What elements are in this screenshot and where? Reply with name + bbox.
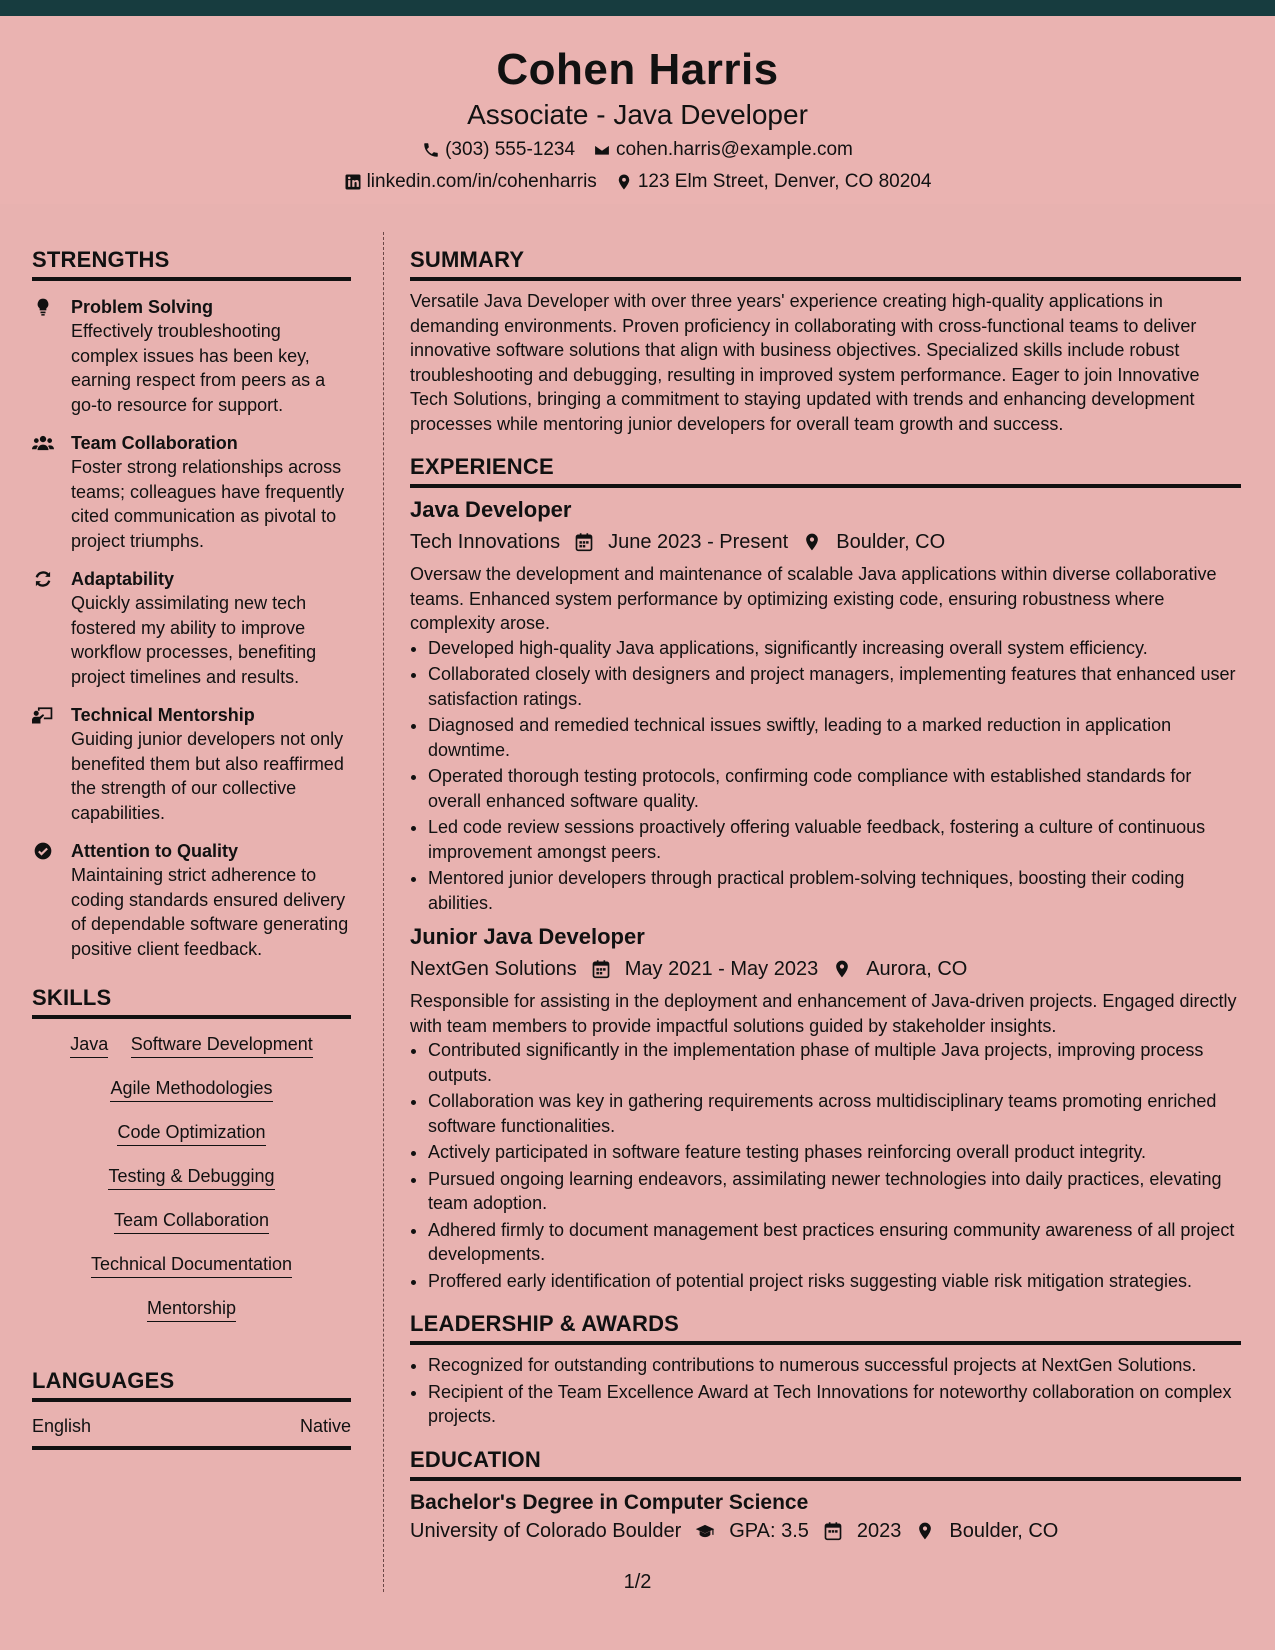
job-bullets (410, 636, 1241, 916)
map-pin-icon (802, 532, 822, 552)
skill-tag: Software Development (131, 1033, 313, 1058)
skill-tag: Mentorship (147, 1297, 236, 1322)
school-name: University of Colorado Boulder (410, 1519, 682, 1542)
leadership-bullet: • Recipient of the Team Excellence Award at Tech Innovations for noteworthy collaboration on complex projects. (428, 1380, 1241, 1429)
summary-heading: SUMMARY (410, 245, 1241, 281)
job-company: Tech Innovations (410, 531, 561, 553)
address-contact (615, 170, 932, 194)
calendar-icon (591, 959, 611, 979)
calendar-icon (574, 532, 594, 552)
strengths-heading: STRENGTHS (32, 245, 351, 281)
job-bullet: • Contributed significantly in the implementation phase of multiple Java projects, improving process outputs. (428, 1038, 1241, 1087)
linkedin-icon (344, 173, 362, 191)
job-bullet: • Collaboration was key in gathering requirements across multidisciplinary teams promoting enriched software functionalities. (428, 1089, 1241, 1138)
job-company: NextGen Solutions (410, 958, 577, 980)
job-bullet: • Developed high-quality Java applications, significantly increasing overall system efficiency. (428, 636, 1241, 661)
strength-title: Team Collaboration (71, 433, 238, 453)
linkedin-contact[interactable] (344, 170, 597, 194)
job-bullet: • Adhered firmly to document management best practices ensuring community awareness of all project developments. (428, 1218, 1241, 1267)
summary-text: Versatile Java Developer with over three years' experience creating high-quality applications in demanding environments. Proven proficiency in collaborating with cross-functional teams to deliver innovative software solutions that align with business objectives. Specialized skills include robust troubleshooting and debugging, resulting in improved system performance. Eager to join Innovative Tech Solutions, bringing a commitment to staying updated with trends and enhancing development processes while mentoring junior developers for overall team growth and success. (410, 291, 1200, 434)
leadership-bullet: • Recognized for outstanding contributions to numerous successful projects at NextGen Solutions. (428, 1353, 1241, 1378)
map-pin-icon (615, 173, 633, 191)
phone-text: (303) 555-1234 (445, 139, 576, 160)
right-column (410, 245, 1241, 1545)
contact-row-2 (0, 170, 1275, 194)
degree-title: Bachelor's Degree in Computer Science (410, 1490, 809, 1514)
skill-tag: Technical Documentation (91, 1253, 292, 1278)
teacher-icon (32, 705, 54, 725)
education-meta (410, 1517, 1241, 1545)
phone-contact (422, 138, 575, 162)
job-entry (410, 496, 1241, 915)
candidate-title: Associate - Java Developer (467, 99, 808, 130)
skill-tag: Code Optimization (117, 1121, 265, 1146)
map-pin-icon (915, 1521, 935, 1541)
language-name: English (32, 1416, 92, 1436)
skill-tag: Agile Methodologies (110, 1077, 272, 1102)
strength-desc: Quickly assimilating new tech fostered my ability to improve workflow processes, benefiting project timelines and results. (71, 593, 317, 687)
email-text: cohen.harris@example.com (616, 139, 853, 160)
job-bullet: • Mentored junior developers through practical problem-solving techniques, boosting their coding abilities. (428, 866, 1241, 915)
experience-heading: EXPERIENCE (410, 452, 1241, 488)
job-bullet: • Operated thorough testing protocols, confirming code compliance with established standards for overall enhanced software quality. (428, 764, 1241, 813)
job-location: Boulder, CO (836, 531, 946, 553)
language-level: Native (299, 1416, 351, 1436)
job-bullet: • Actively participated in software feature testing phases reinforcing overall product integrity. (428, 1140, 1241, 1165)
skill-row (32, 1121, 351, 1146)
job-dates: May 2021 - May 2023 (624, 958, 819, 980)
skill-row (32, 1077, 351, 1102)
skill-row (32, 1297, 351, 1322)
skill-row (32, 1209, 351, 1234)
education-heading: EDUCATION (410, 1445, 1241, 1481)
lightbulb-icon (32, 297, 54, 317)
strength-item (32, 431, 351, 553)
column-divider (383, 232, 384, 1592)
job-bullet: • Collaborated closely with designers and project managers, implementing features that enhanced user satisfaction ratings. (428, 662, 1241, 711)
graduation-cap-icon (695, 1521, 715, 1541)
strength-item (32, 567, 351, 689)
skill-tag: Java (70, 1033, 108, 1058)
job-description: Responsible for assisting in the deployment and enhancement of Java-driven projects. Engaged directly with team members to provide impactful solutions guided by stakeholder insights. (410, 991, 1237, 1036)
linkedin-text: linkedin.com/in/cohenharris (366, 171, 597, 192)
email-contact[interactable] (593, 138, 853, 162)
education-location: Boulder, CO (949, 1519, 1059, 1542)
job-bullet: • Led code review sessions proactively offering valuable feedback, fostering a culture of continuous improvement amongst peers. (428, 815, 1241, 864)
job-meta (410, 528, 1241, 556)
job-meta (410, 955, 1241, 983)
sync-icon (32, 569, 54, 589)
job-location: Aurora, CO (866, 958, 968, 980)
skills-list (32, 1019, 351, 1322)
strength-title: Technical Mentorship (71, 705, 255, 725)
skill-row (32, 1033, 351, 1058)
languages-heading: LANGUAGES (32, 1366, 351, 1402)
strength-desc: Guiding junior developers not only benefited them but also reaffirmed the strength of our collective capabilities. (71, 729, 344, 823)
candidate-name: Cohen Harris (496, 45, 779, 94)
job-bullet: • Pursued ongoing learning endeavors, assimilating newer technologies into daily practices, elevating team adoption. (428, 1167, 1241, 1216)
job-entry (410, 923, 1241, 1293)
language-row (32, 1402, 351, 1450)
skill-tag: Testing & Debugging (108, 1165, 274, 1190)
contact-row-1 (0, 138, 1275, 162)
page-number: 1/2 (623, 1571, 652, 1593)
strength-desc: Foster strong relationships across teams; colleagues have frequently cited communication as pivotal to project triumphs. (71, 457, 345, 551)
strength-title: Attention to Quality (71, 841, 238, 861)
skill-tag: Team Collaboration (114, 1209, 269, 1234)
users-icon (32, 433, 54, 453)
resume-header (0, 16, 1275, 204)
address-text: 123 Elm Street, Denver, CO 80204 (637, 171, 932, 192)
skill-row (32, 1253, 351, 1278)
left-column (32, 245, 351, 1450)
job-bullet: • Diagnosed and remedied technical issues swiftly, leading to a marked reduction in application downtime. (428, 713, 1241, 762)
leadership-heading: LEADERSHIP & AWARDS (410, 1309, 1241, 1345)
calendar-icon (823, 1521, 843, 1541)
leadership-bullets (410, 1353, 1241, 1429)
strength-item (32, 839, 351, 961)
strength-title: Adaptability (71, 569, 175, 589)
check-circle-icon (32, 841, 54, 861)
map-pin-icon (832, 959, 852, 979)
job-bullet: • Proffered early identification of potential project risks suggesting viable risk mitigation strategies. (428, 1269, 1241, 1294)
job-title: Junior Java Developer (410, 924, 645, 949)
envelope-icon (593, 141, 611, 159)
job-dates: June 2023 - Present (608, 531, 789, 553)
strength-title: Problem Solving (71, 297, 214, 317)
strength-item (32, 295, 351, 417)
skill-row (32, 1165, 351, 1190)
job-description: Oversaw the development and maintenance of scalable Java applications within diverse collaborative teams. Enhanced system performance by optimizing existing code, ensuring robustness where complexity arose. (410, 564, 1217, 633)
skills-heading: SKILLS (32, 983, 351, 1019)
job-bullets (410, 1038, 1241, 1293)
strength-desc: Maintaining strict adherence to coding standards ensured delivery of dependable software generating positive client feedback. (71, 865, 349, 959)
strengths-list (32, 295, 351, 961)
job-title: Java Developer (410, 497, 572, 522)
top-accent-bar (0, 0, 1275, 16)
strength-desc: Effectively troubleshooting complex issues has been key, earning respect from peers as a go-to resource for support. (71, 321, 326, 415)
strength-item (32, 703, 351, 825)
gpa-text: GPA: 3.5 (729, 1519, 809, 1542)
phone-icon (422, 141, 440, 159)
graduation-year: 2023 (856, 1519, 902, 1542)
